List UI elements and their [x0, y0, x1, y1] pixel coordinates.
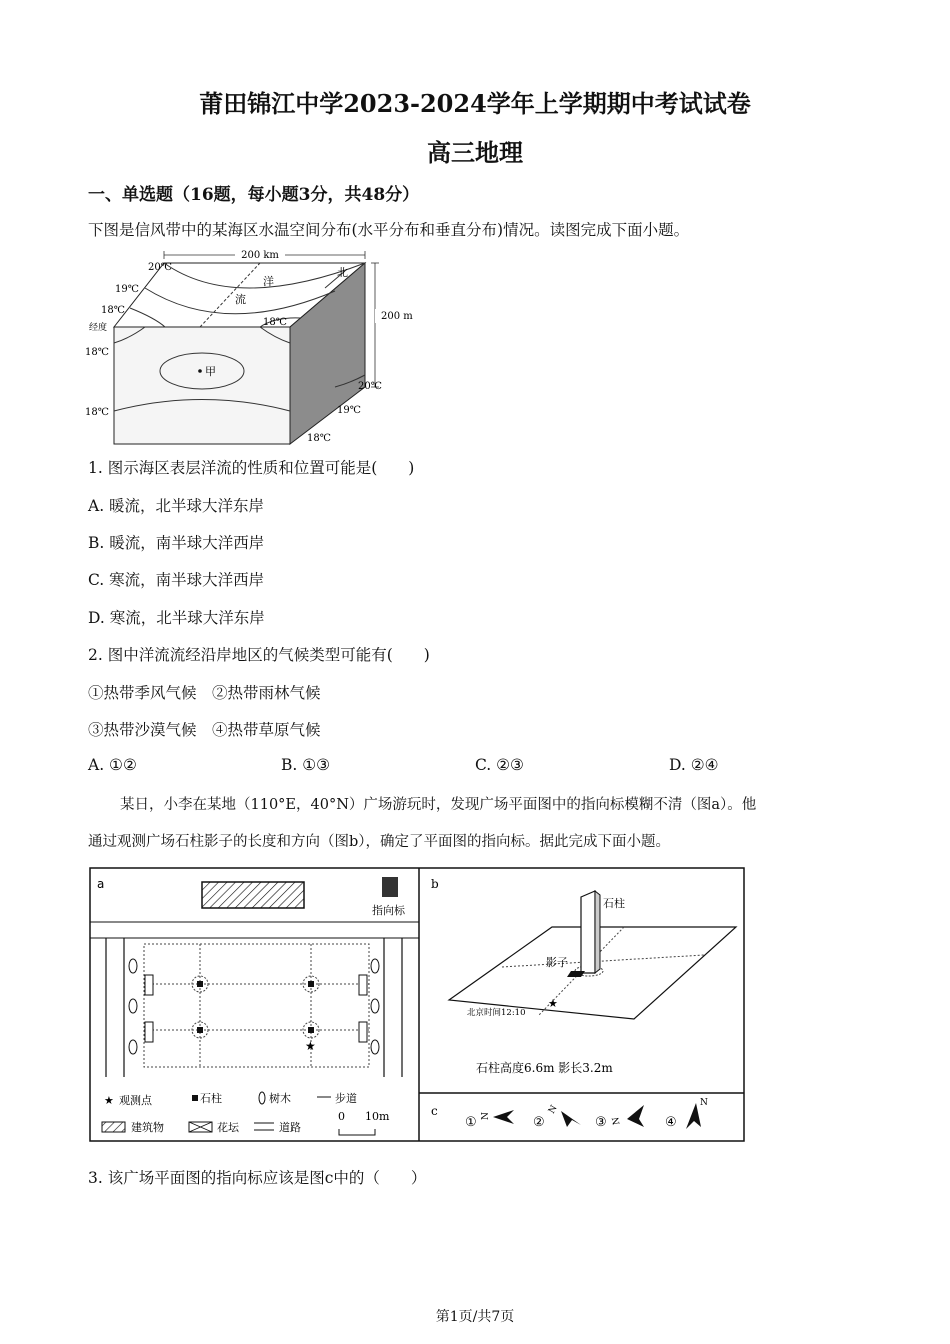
tree-icon — [371, 1040, 379, 1054]
width-label: 200 km — [241, 250, 279, 261]
compass-n-label: N — [547, 1103, 560, 1116]
panel-c-label: c — [431, 1104, 438, 1118]
q1-stem: 1. 图示海区表层洋流的性质和位置可能是( ) — [88, 459, 415, 477]
option-2-number: ② — [533, 1115, 545, 1130]
current-char-1: 洋 — [263, 275, 274, 288]
q2-option-d: D. ②④ — [669, 756, 719, 774]
tree-icon — [129, 1040, 137, 1054]
section-heading: 一、单选题（16题，每小题3分，共48分） — [88, 185, 420, 205]
legend-pillar: 石柱 — [200, 1092, 222, 1105]
shadow-label: 影子 — [546, 956, 568, 969]
q2-stem: 2. 图中洋流流经沿岸地区的气候类型可能有( ) — [88, 646, 430, 664]
option-4-number: ④ — [665, 1115, 677, 1130]
tree-icon — [371, 999, 379, 1013]
isotherm-label: 18℃ — [85, 347, 109, 358]
q1-option-c: C. 寒流，南半球大洋西岸 — [88, 571, 265, 589]
q2-option-a: A. ①② — [88, 756, 137, 774]
pillar-caption: 石柱高度6.6m 影长3.2m — [476, 1061, 613, 1075]
compass-blurred-icon — [382, 877, 398, 897]
q3-stem: 3. 该广场平面图的指向标应该是图c中的（ ） — [88, 1169, 427, 1187]
page-subtitle: 高三地理 — [427, 138, 523, 167]
north-label: 北 — [337, 266, 348, 279]
plaza-figure — [89, 867, 745, 1143]
q1-option-d: D. 寒流，北半球大洋东岸 — [88, 609, 265, 627]
isotherm-label: 19℃ — [115, 284, 139, 295]
point-jia-label: 甲 — [205, 365, 216, 378]
tree-legend-icon — [259, 1092, 265, 1104]
pillar-label: 石柱 — [603, 897, 625, 910]
option-1-number: ① — [465, 1115, 477, 1130]
legend-observe: 观测点 — [119, 1094, 152, 1107]
q2-item-line: ①热带季风气候 ②热带雨林气候 — [88, 684, 321, 702]
q2-option-c: C. ②③ — [475, 756, 524, 774]
flowerbed-shape — [145, 975, 153, 995]
depth-label: 200 m — [381, 311, 413, 322]
observe-point-icon-b: ★ — [548, 997, 558, 1010]
isotherm-label: 19℃ — [337, 405, 361, 416]
compass-n-label: N — [700, 1098, 708, 1108]
q1-option-a: A. 暖流，北半球大洋东岸 — [88, 497, 265, 515]
option-3-number: ③ — [595, 1115, 607, 1130]
flowerbed-shape — [145, 1022, 153, 1042]
legend-tree: 树木 — [269, 1092, 291, 1105]
building-shape — [202, 882, 304, 908]
compass-label: 指向标 — [372, 904, 405, 917]
page-footer: 第1页/共7页 — [435, 1309, 515, 1325]
tree-icon — [371, 959, 379, 973]
page-title: 莆田锦江中学2023-2024学年上学期期中考试试卷 — [199, 89, 751, 118]
observe-point-icon: ★ — [305, 1039, 316, 1053]
building-legend-icon — [102, 1122, 125, 1132]
isotherm-label: 20℃ — [148, 262, 172, 273]
panel-b-label: b — [431, 877, 439, 891]
compass-n-label: N — [611, 1116, 623, 1126]
tree-icon — [129, 959, 137, 973]
intro-text-2-line2: 通过观测广场石柱影子的长度和方向（图b），确定了平面图的指向标。据此完成下面小题。 — [88, 834, 671, 850]
isotherm-label: 18℃ — [307, 433, 331, 444]
stone-pillar — [581, 891, 595, 973]
beijing-time-label: 北京时间12:10 — [467, 1008, 526, 1018]
scale-ten: 10m — [365, 1110, 390, 1123]
legend-road: 道路 — [279, 1121, 301, 1134]
scale-zero: 0 — [338, 1110, 345, 1123]
legend-flowerbed: 花坛 — [217, 1121, 239, 1134]
legend-walkway: 步道 — [335, 1092, 357, 1105]
q2-option-b: B. ①③ — [281, 756, 331, 774]
compass-n-label: N — [481, 1112, 491, 1120]
current-char-2: 流 — [235, 293, 246, 306]
pillar-legend-icon — [192, 1095, 198, 1101]
flowerbed-shape — [359, 1022, 367, 1042]
isotherm-label: 20℃ — [358, 381, 382, 392]
tree-icon — [129, 999, 137, 1013]
isotherm-label: 18℃ — [85, 407, 109, 418]
flowerbed-shape — [359, 975, 367, 995]
legend-building: 建筑物 — [131, 1121, 164, 1134]
observe-legend-icon: ★ — [104, 1094, 114, 1107]
isotherm-label: 18℃ — [101, 305, 125, 316]
ocean-temperature-figure — [85, 243, 413, 448]
intro-text-2-line1: 某日，小李在某地（110°E，40°N）广场游玩时，发现广场平面图中的指向标模糊不清（图a）。他 — [120, 797, 757, 813]
isotherm-label: 18℃ — [263, 317, 287, 328]
longitude-label: 经度 — [89, 323, 108, 333]
intro-text-1: 下图是信风带中的某海区水温空间分布(水平分布和垂直分布)情况。读图完成下面小题。 — [88, 221, 690, 239]
q1-option-b: B. 暖流，南半球大洋西岸 — [88, 534, 265, 552]
q2-item-line: ③热带沙漠气候 ④热带草原气候 — [88, 721, 321, 739]
panel-a-label: a — [97, 877, 105, 891]
